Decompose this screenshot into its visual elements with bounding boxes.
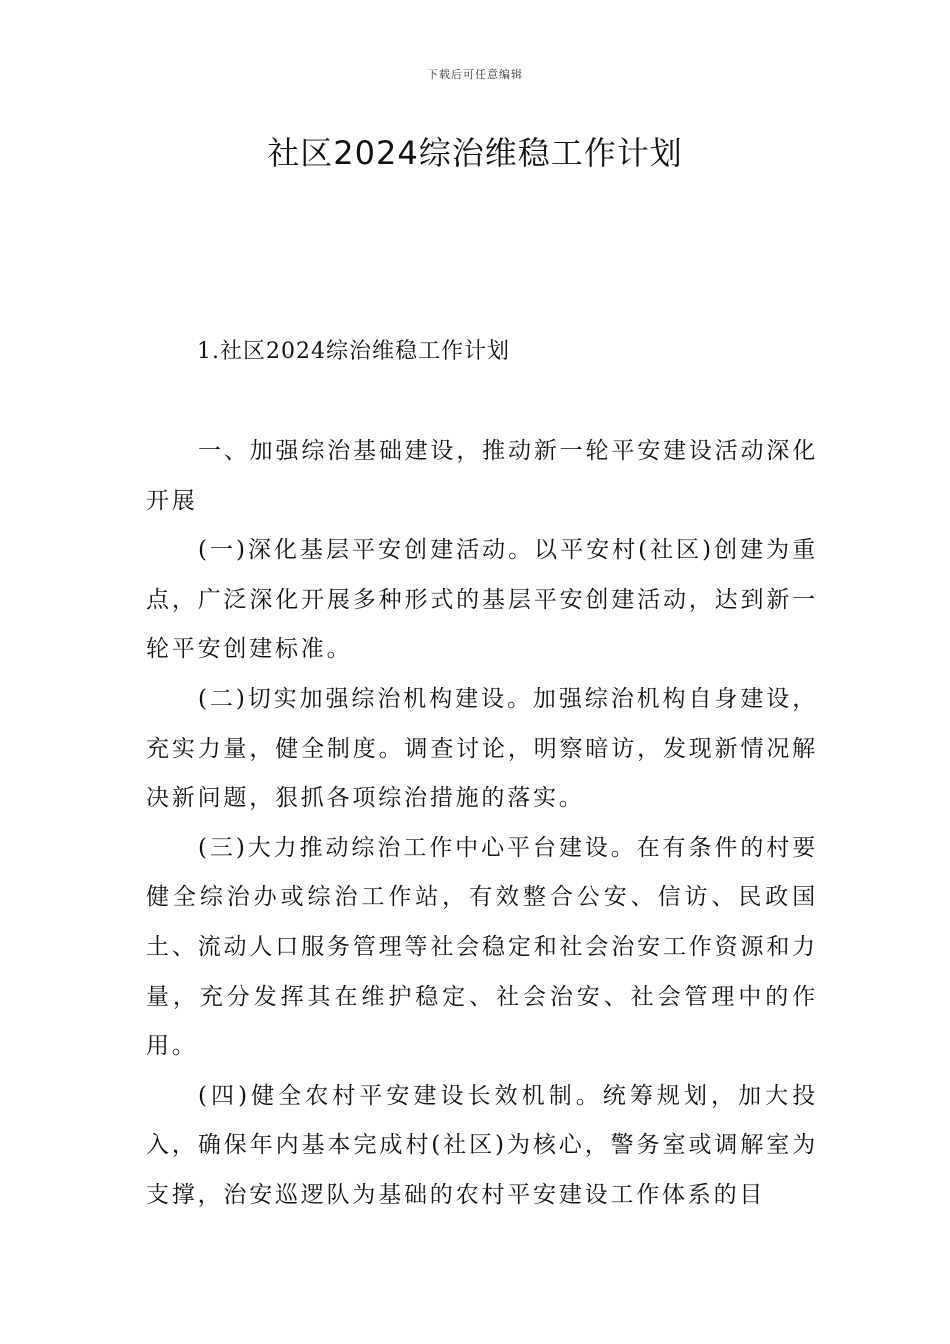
paragraph: (三)大力推动综治工作中心平台建设。在有条件的村要健全综治办或综治工作站，有效整合公安、信访、民政国土、流动人口服务管理等社会稳定和社会治安工作资源和力量，充分发挥其在维护稳定、社会治安、社会管理中的作用。 — [146, 834, 818, 1060]
paragraph: (二)切实加强综治机构建设。加强综治机构自身建设，充实力量，健全制度。调查讨论，明察暗访，发现新情况解决新问题，狠抓各项综治措施的落实。 — [146, 685, 818, 812]
document-title: 社区2024综治维稳工作计划 — [267, 134, 683, 172]
document-body — [146, 427, 818, 1221]
paragraph: (四)健全农村平安建设长效机制。统筹规划，加大投入，确保年内基本完成村(社区)为核心，警务室或调解室为支撑，治安巡逻队为基础的农村平安建设工作体系的目 — [146, 1082, 818, 1208]
paragraph: (一)深化基层平安创建活动。以平安村(社区)创建为重点，广泛深化开展多种形式的基层平安创建活动，达到新一轮平安创建标准。 — [146, 537, 818, 663]
paragraph: 一、加强综治基础建设，推动新一轮平安建设活动深化开展 — [146, 438, 818, 514]
header-note: 下载后可任意编辑 — [427, 68, 523, 81]
section-heading: 1.社区2024综治维稳工作计划 — [197, 339, 510, 364]
